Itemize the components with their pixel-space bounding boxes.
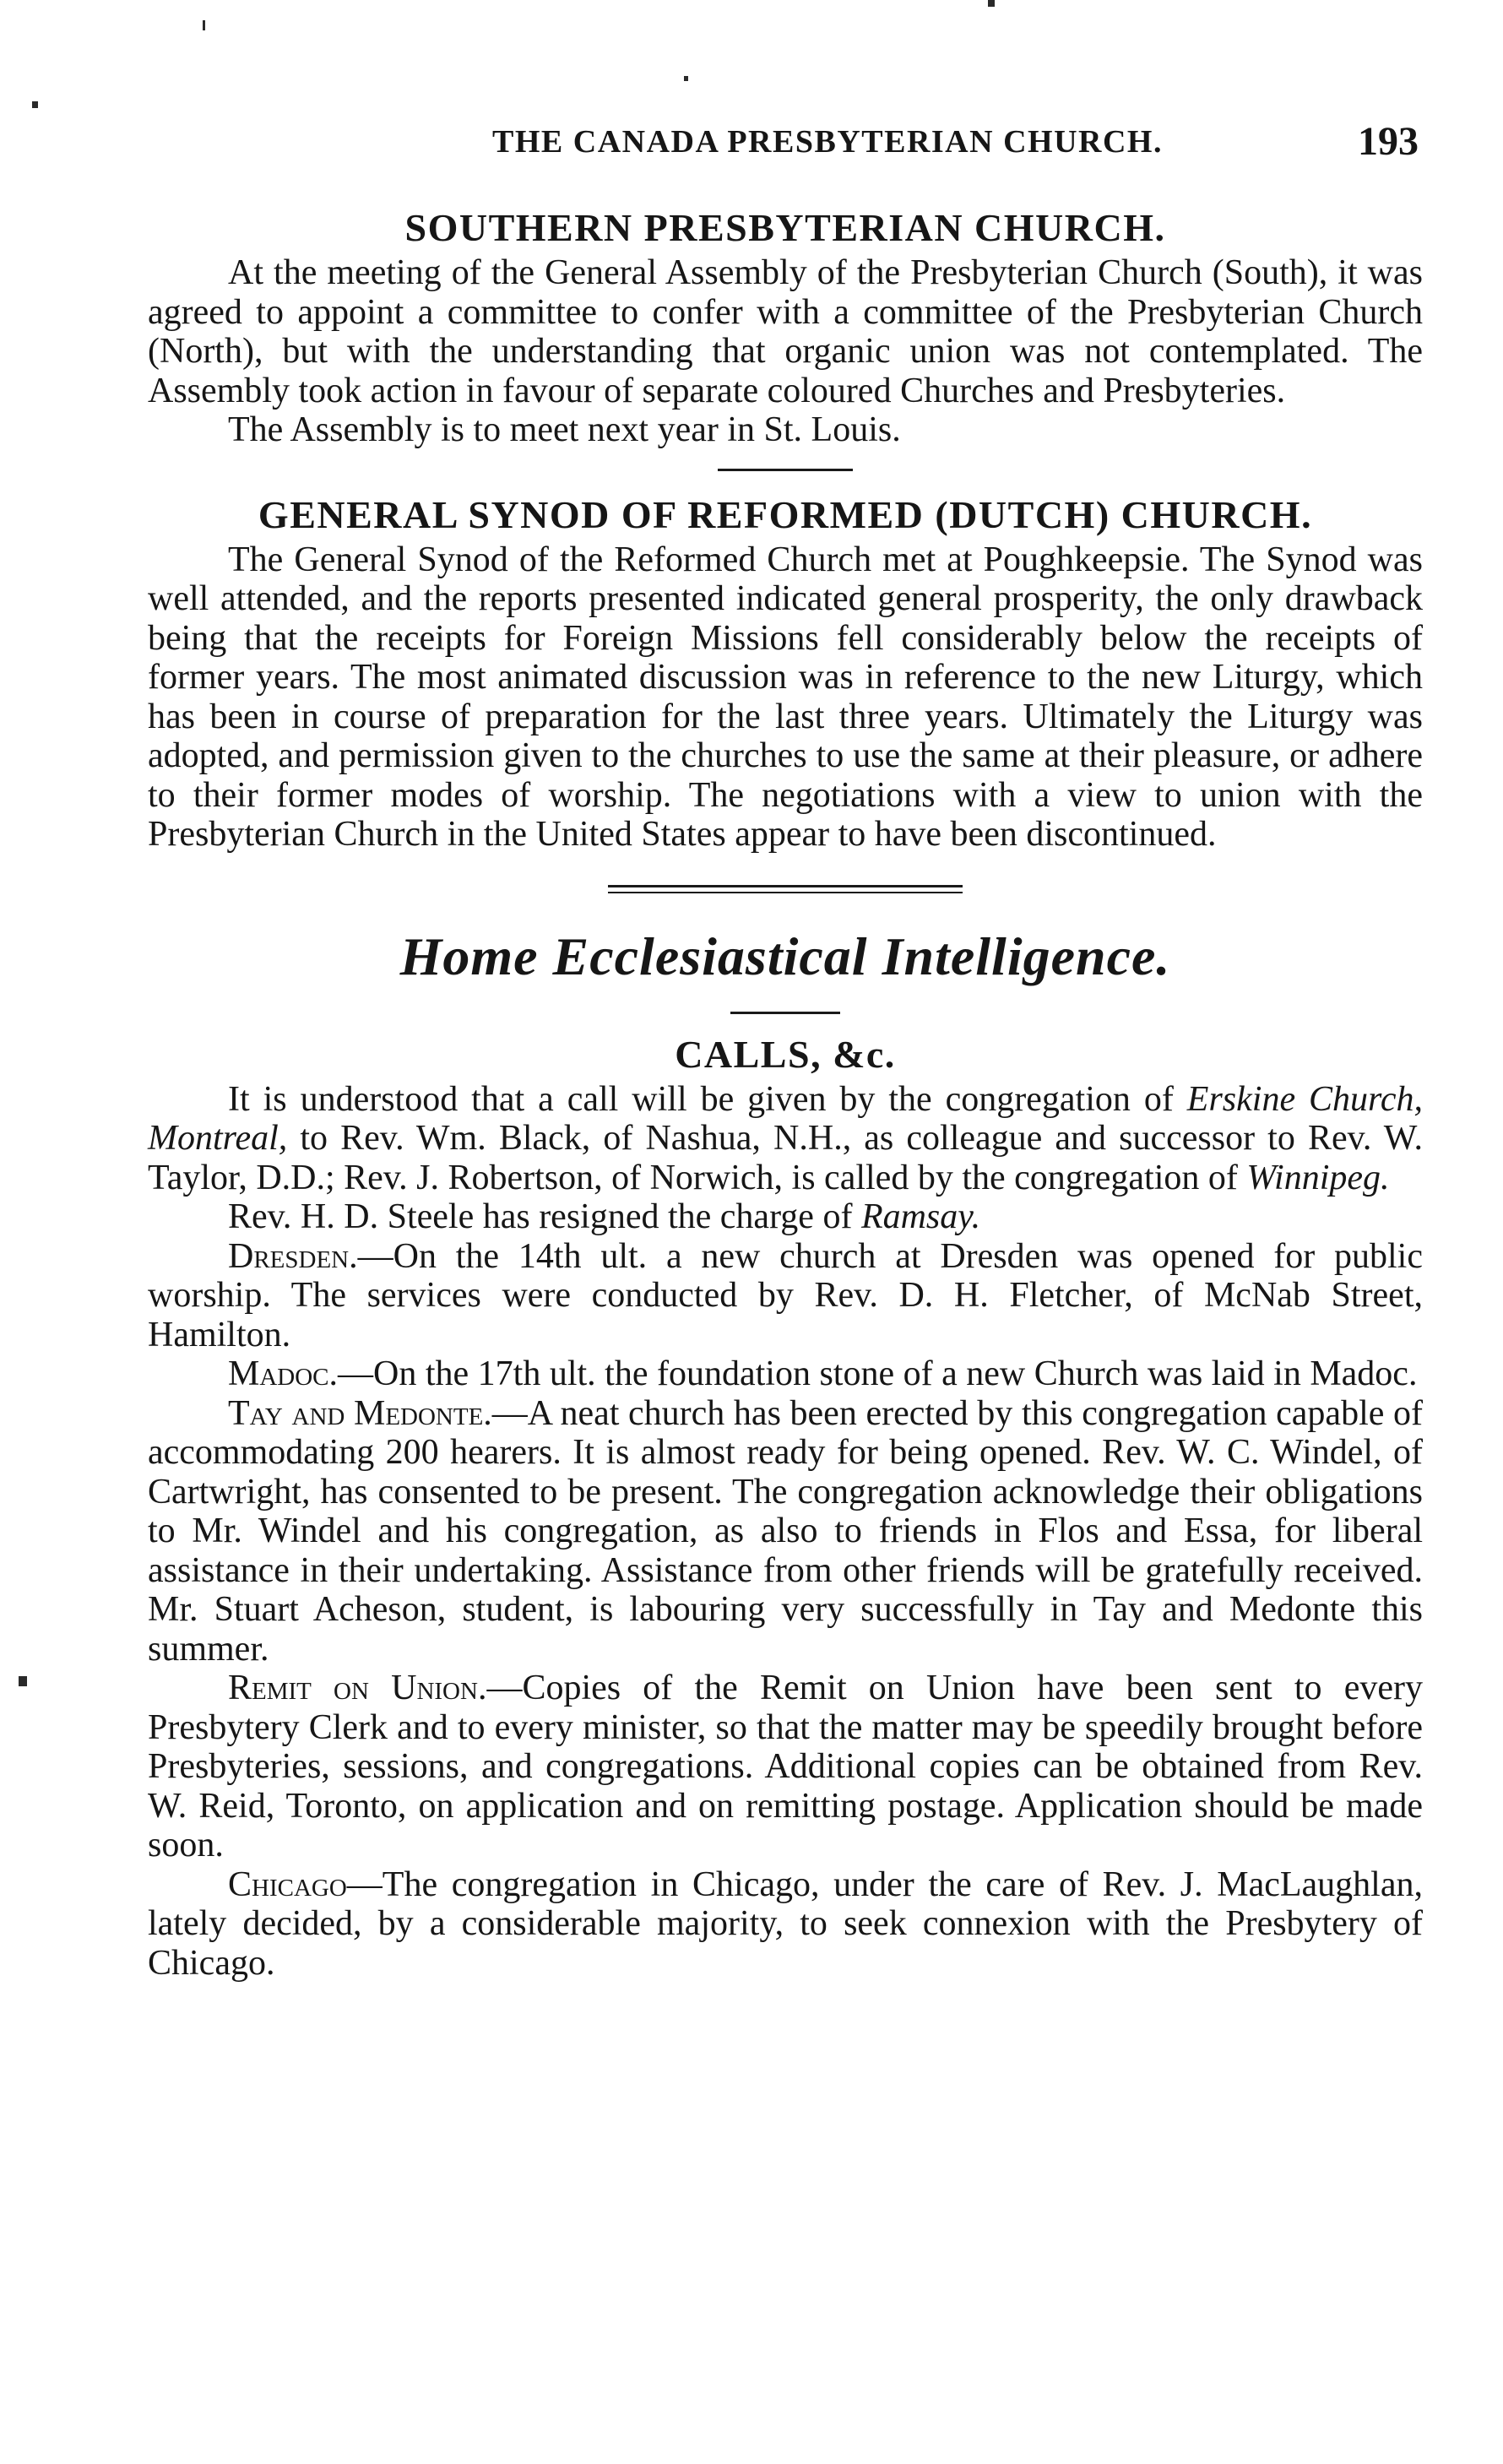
- scan-speck: [988, 0, 995, 7]
- entry-lead: Remit on Union.: [228, 1669, 487, 1707]
- congregation-name: Erskine Church, Montreal,: [148, 1079, 1423, 1158]
- running-title: THE CANADA PRESBYTERIAN CHURCH.: [492, 124, 1163, 160]
- paragraph-remit-on-union: Remit on Union.—Copies of the Remit on Union have been sent to every Presbytery Clerk and to every minister, so that the matter may be speedily brought before Presbyteries, sessions, and congregations. Additional copies can be obtained from Rev. W. Reid, Toronto, on application and on remitting postage. Application should be made soon.: [148, 1669, 1423, 1864]
- charge-name: Ramsay.: [860, 1197, 981, 1236]
- page-number: 193: [1358, 119, 1419, 164]
- page-content: [148, 203, 1423, 1983]
- entry-lead: Tay and Medonte.: [228, 1393, 492, 1433]
- congregation-name: Winnipeg.: [1246, 1158, 1390, 1197]
- paragraph-southern-1: At the meeting of the General Assembly of the Presbyterian Church (South), it was agreed to appoint a committee to confer with a committee of the Presbyterian Church (North), but with the understanding that organic union was not contemplated. The Assembly took action in favour of separate coloured Churches and Presbyteries.: [148, 253, 1423, 410]
- paragraph-southern-2: The Assembly is to meet next year in St. Louis.: [228, 410, 901, 449]
- paragraph-steele: Rev. H. D. Steele has resigned the charge of Ramsay.: [228, 1197, 981, 1236]
- paragraph-dresden: Dresden.—On the 14th ult. a new church at Dresden was opened for public worship. The services were conducted by Rev. D. H. Fletcher, of McNab Street, Hamilton.: [148, 1236, 1423, 1354]
- paragraph-calls: It is understood that a call will be given by the congregation of Erskine Church, Montreal, to Rev. Wm. Black, of Nashua, N.H., as colleague and successor to Rev. W. Taylor, D.D.; Rev. J. Robertson, of Norwich, is called by the congregation of Winnipeg.: [148, 1079, 1423, 1197]
- paragraph-dutch-1: The General Synod of the Reformed Church met at Poughkeepsie. The Synod was well attended, and the reports presented indicated general prosperity, the only drawback being that the receipts for Foreign Missions fell considerably below the receipts of former years. The most animated discussion was in reference to the new Liturgy, which has been in course of preparation for the last three years. Ultimately the Liturgy was adopted, and permission given to the churches to use the same at their pleasure, or adhere to their former modes of worship. The negotiations with a view to union with the Presbyterian Church in the United States appear to have been discontinued.: [148, 540, 1423, 854]
- paragraph-tay-medonte: Tay and Medonte.—A neat church has been erected by this congregation capable of accommodating 200 hearers. It is almost ready for being opened. Rev. W. C. Windel, of Cartwright, has consented to be present. The congregation acknowledge their obligations to Mr. Windel and his congregation, as also to friends in Flos and Essa, for liberal assistance in their undertaking. Assistance from other friends will be gratefully received. Mr. Stuart Acheson, student, is labouring very successfully in Tay and Medonte this summer.: [148, 1393, 1423, 1669]
- scan-speck: [684, 76, 688, 81]
- section-divider: [718, 469, 853, 471]
- section-heading-calls: CALLS, &c.: [675, 1032, 896, 1076]
- entry-lead: Madoc.: [228, 1354, 339, 1393]
- entry-lead: Dresden.: [228, 1236, 358, 1276]
- section-heading-southern: SOUTHERN PRESBYTERIAN CHURCH.: [404, 206, 1166, 249]
- title-divider: [730, 1012, 840, 1014]
- double-rule-divider: [608, 885, 963, 893]
- section-heading-dutch: GENERAL SYNOD OF REFORMED (DUTCH) CHURCH.: [258, 492, 1313, 536]
- running-head: [0, 118, 1503, 169]
- home-intelligence-title: Home Ecclesiastical Intelligence.: [399, 925, 1171, 986]
- scan-speck: [203, 20, 205, 30]
- scan-speck: [19, 1676, 27, 1686]
- entry-lead: Chicago: [228, 1864, 347, 1904]
- paragraph-madoc: Madoc.—On the 17th ult. the foundation stone of a new Church was laid in Madoc.: [228, 1354, 1418, 1393]
- paragraph-chicago: Chicago—The congregation in Chicago, under the care of Rev. J. MacLaughlan, lately decided, by a considerable majority, to seek connexion with the Presbytery of Chicago.: [148, 1864, 1423, 1983]
- scan-speck: [32, 101, 38, 108]
